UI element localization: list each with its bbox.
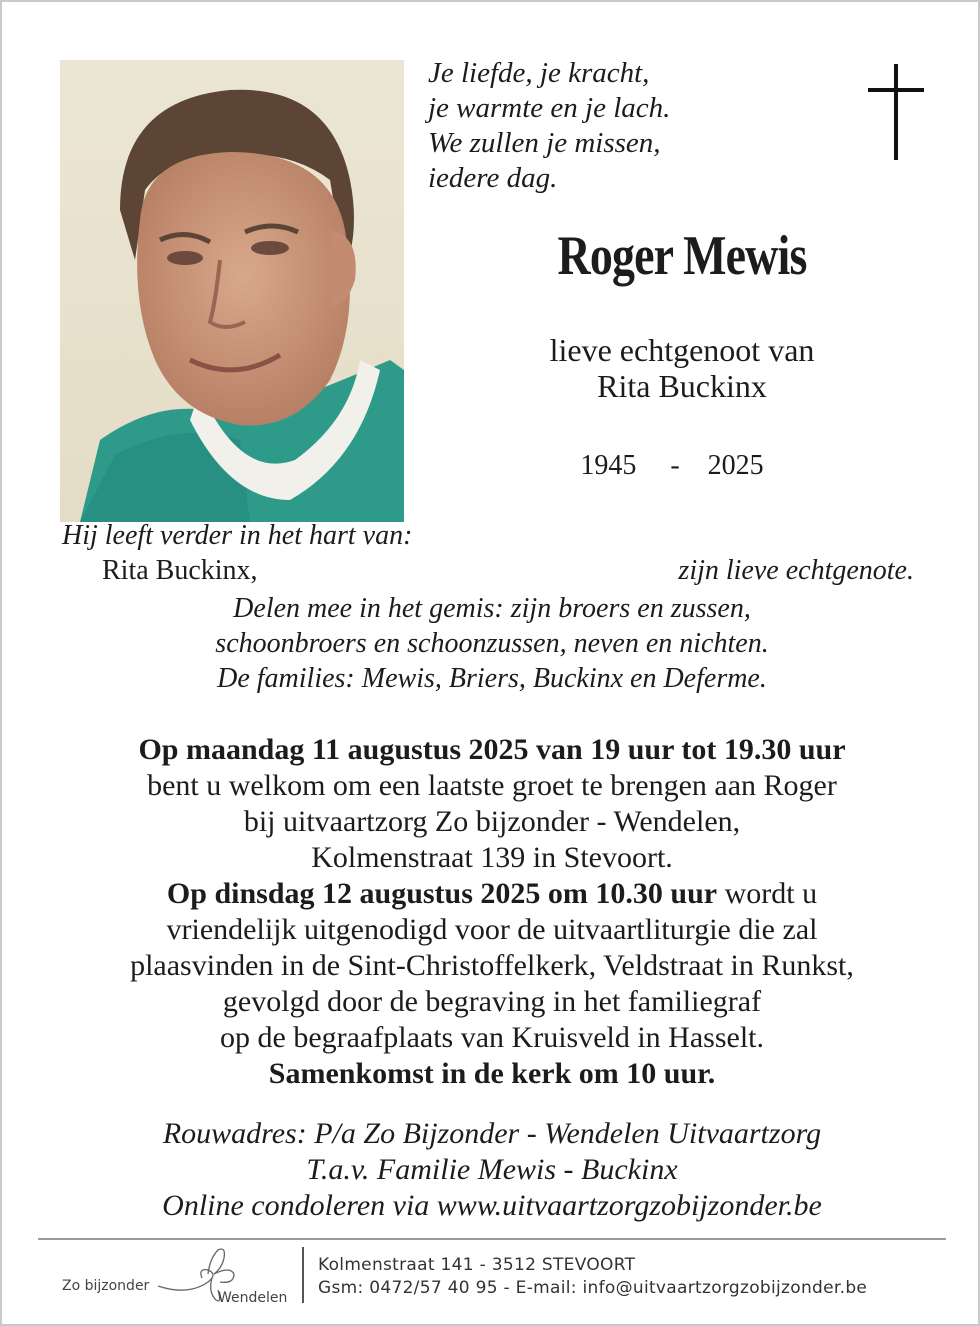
spouse-name: Rita Buckinx — [597, 368, 767, 404]
life-years — [522, 450, 822, 482]
address-line: Rouwadres: P/a Zo Bijzonder - Wendelen Uitvaartzorg — [162, 1117, 822, 1150]
funeral-home-logo — [58, 1244, 298, 1310]
survivor-spouse-name: Rita Buckinx, — [102, 555, 258, 586]
funeral-text: wordt u — [717, 877, 818, 910]
family-line: schoonbroers en schoonzussen, neven en nichten. — [215, 628, 769, 659]
mourning-address — [2, 1116, 980, 1224]
survivor-spouse-role: zijn lieve echtgenote. — [678, 555, 914, 586]
poem-line: Je liefde, je kracht, — [428, 57, 650, 89]
family-line: De families: Mewis, Briers, Buckinx en Deferme. — [217, 663, 767, 694]
visit-text: Kolmenstraat 139 in Stevoort. — [311, 841, 673, 874]
spouse-title — [422, 332, 942, 404]
portrait-photo — [60, 60, 404, 522]
cross-icon — [868, 64, 924, 160]
funeral-home-contact — [318, 1254, 867, 1300]
family-list — [2, 591, 980, 696]
birth-year: 1945 — [580, 450, 637, 481]
visit-text: bij uitvaartzorg Zo bijzonder - Wendelen, — [243, 805, 741, 838]
ceremony-details — [2, 732, 980, 1092]
poem — [428, 56, 670, 196]
spouse-relation: lieve echtgenoot van — [549, 332, 815, 368]
funeral-text: plaasvinden in de Sint-Christoffelkerk, Veldstraat in Runkst, — [130, 949, 854, 982]
funeral-text: op de begraafplaats van Kruisveld in Hasselt. — [220, 1021, 764, 1054]
poem-line: iedere dag. — [428, 162, 558, 194]
family-line: Delen mee in het gemis: zijn broers en zussen, — [233, 593, 751, 624]
contact-street: Kolmenstraat 141 - 3512 STEVOORT — [318, 1255, 636, 1275]
deceased-name: Roger Mewis — [557, 225, 807, 287]
footer-separator — [302, 1247, 304, 1303]
survivors-intro: Hij leeft verder in het hart van: — [62, 520, 413, 551]
logo-text-left: Zo bijzonder — [62, 1278, 150, 1294]
contact-phone-email: Gsm: 0472/57 40 95 - E-mail: info@uitvaartzorgzobijzonder.be — [318, 1278, 868, 1298]
condolence-link[interactable]: Online condoleren via www.uitvaartzorgzobijzonder.be — [162, 1189, 822, 1222]
year-dash: - — [670, 450, 680, 481]
address-line: T.a.v. Familie Mewis - Buckinx — [306, 1153, 678, 1186]
funeral-datetime: Op dinsdag 12 augustus 2025 om 10.30 uur — [166, 877, 718, 910]
funeral-text: vriendelijk uitgenodigd voor de uitvaartliturgie die zal — [166, 913, 818, 946]
logo-text-right: Wendelen — [218, 1290, 288, 1306]
gathering-note: Samenkomst in de kerk om 10 uur. — [268, 1057, 716, 1090]
visit-datetime: Op maandag 11 augustus 2025 van 19 uur tot 19.30 uur — [138, 733, 846, 766]
death-year: 2025 — [707, 450, 764, 481]
visit-text: bent u welkom om een laatste groet te brengen aan Roger — [147, 769, 837, 802]
poem-line: je warmte en je lach. — [428, 92, 671, 124]
poem-line: We zullen je missen, — [428, 127, 661, 159]
footer-divider — [38, 1238, 946, 1240]
funeral-text: gevolgd door de begraving in het familiegraf — [222, 985, 762, 1018]
